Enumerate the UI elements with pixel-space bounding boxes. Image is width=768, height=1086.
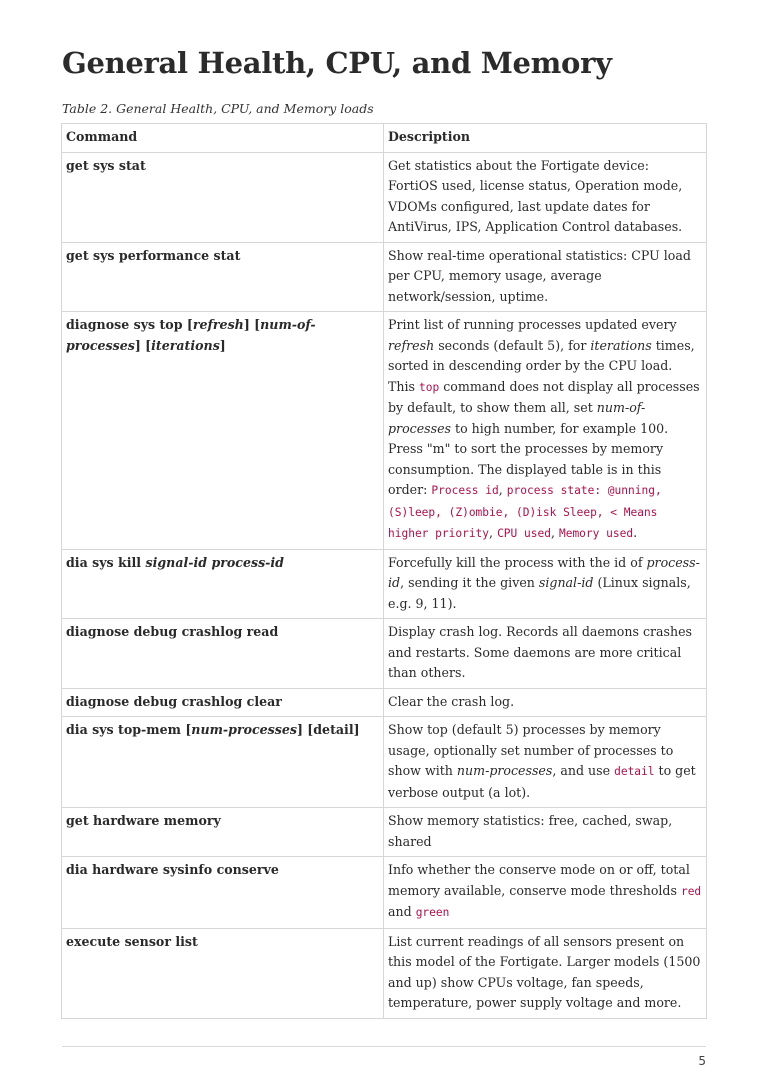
inline-code: CPU used [497,527,551,540]
description-cell: Show top (default 5) processes by memory usage, optionally set number of processes to show with num-processes, and use detail to get verbose output (a lot). [384,717,707,808]
command-cell: get hardware memory [62,808,384,857]
table-row [62,717,707,808]
description-cell: Forcefully kill the process with the id of process-id, sending it the given signal-id (Linux signals, e.g. 9, 11). [384,549,707,619]
table-caption: Table 2. General Health, CPU, and Memory loads [62,101,374,116]
table-row [62,152,707,242]
table-row [62,928,707,1018]
table-row [62,549,707,619]
inline-code: green [415,906,450,919]
command-cell: dia sys kill signal-id process-id [62,549,384,619]
table-header-row [62,124,707,153]
command-cell: dia sys top-mem [num-processes] [detail] [62,717,384,808]
command-cell: get sys performance stat [62,242,384,312]
description-cell: Show real-time operational statistics: CPU load per CPU, memory usage, average network/session, uptime. [384,242,707,312]
inline-code: Memory used [558,527,634,540]
table-row [62,242,707,312]
command-cell: get sys stat [62,152,384,242]
command-cell: diagnose sys top [refresh] [num-of-processes] [iterations] [62,312,384,550]
footer-divider [62,1046,706,1047]
description-cell: Display crash log. Records all daemons crashes and restarts. Some daemons are more critical than others. [384,619,707,689]
description-cell: Show memory statistics: free, cached, swap, shared [384,808,707,857]
table-row [62,688,707,717]
inline-code: Process id [431,484,499,497]
description-cell: Print list of running processes updated every refresh seconds (default 5), for iterations times, sorted in descending order by the CPU load. This top command does not display all processes by default, to show them all, set num-of-processes to high number, for example 100. Press "m" to sort the processes by memory consumption. The displayed table is in this order: Process id, process state: @unning, (S)leep, (Z)ombie, (D)isk Sleep, < Means higher priority, CPU used, Memory used. [384,312,707,550]
inline-code: process state: @unning, (S)leep, (Z)ombie, (D)isk Sleep, < Means higher priority [388,484,662,540]
command-cell: diagnose debug crashlog clear [62,688,384,717]
inline-code: detail [614,765,655,778]
inline-code: top [419,380,440,394]
commands-table [61,123,707,1019]
description-cell: Get statistics about the Fortigate device: FortiOS used, license status, Operation mode, VDOMs configured, last update dates for AntiVirus, IPS, Application Control databases. [384,152,707,242]
column-header-description: Description [384,124,707,153]
description-cell: Clear the crash log. [384,688,707,717]
table-row [62,857,707,929]
page-number: 5 [698,1054,706,1068]
table-row [62,808,707,857]
inline-code: red [680,884,702,898]
column-header-command: Command [62,124,384,153]
command-cell: execute sensor list [62,928,384,1018]
description-cell: List current readings of all sensors present on this model of the Fortigate. Larger models (1500 and up) show CPUs voltage, fan speeds, temperature, power supply voltage and more. [384,928,707,1018]
table-row [62,312,707,550]
command-cell: dia hardware sysinfo conserve [62,857,384,929]
command-cell: diagnose debug crashlog read [62,619,384,689]
table-row [62,619,707,689]
description-cell: Info whether the conserve mode on or off, total memory available, conserve mode thresholds red and green [384,857,707,929]
page-title: General Health, CPU, and Memory [62,46,612,80]
